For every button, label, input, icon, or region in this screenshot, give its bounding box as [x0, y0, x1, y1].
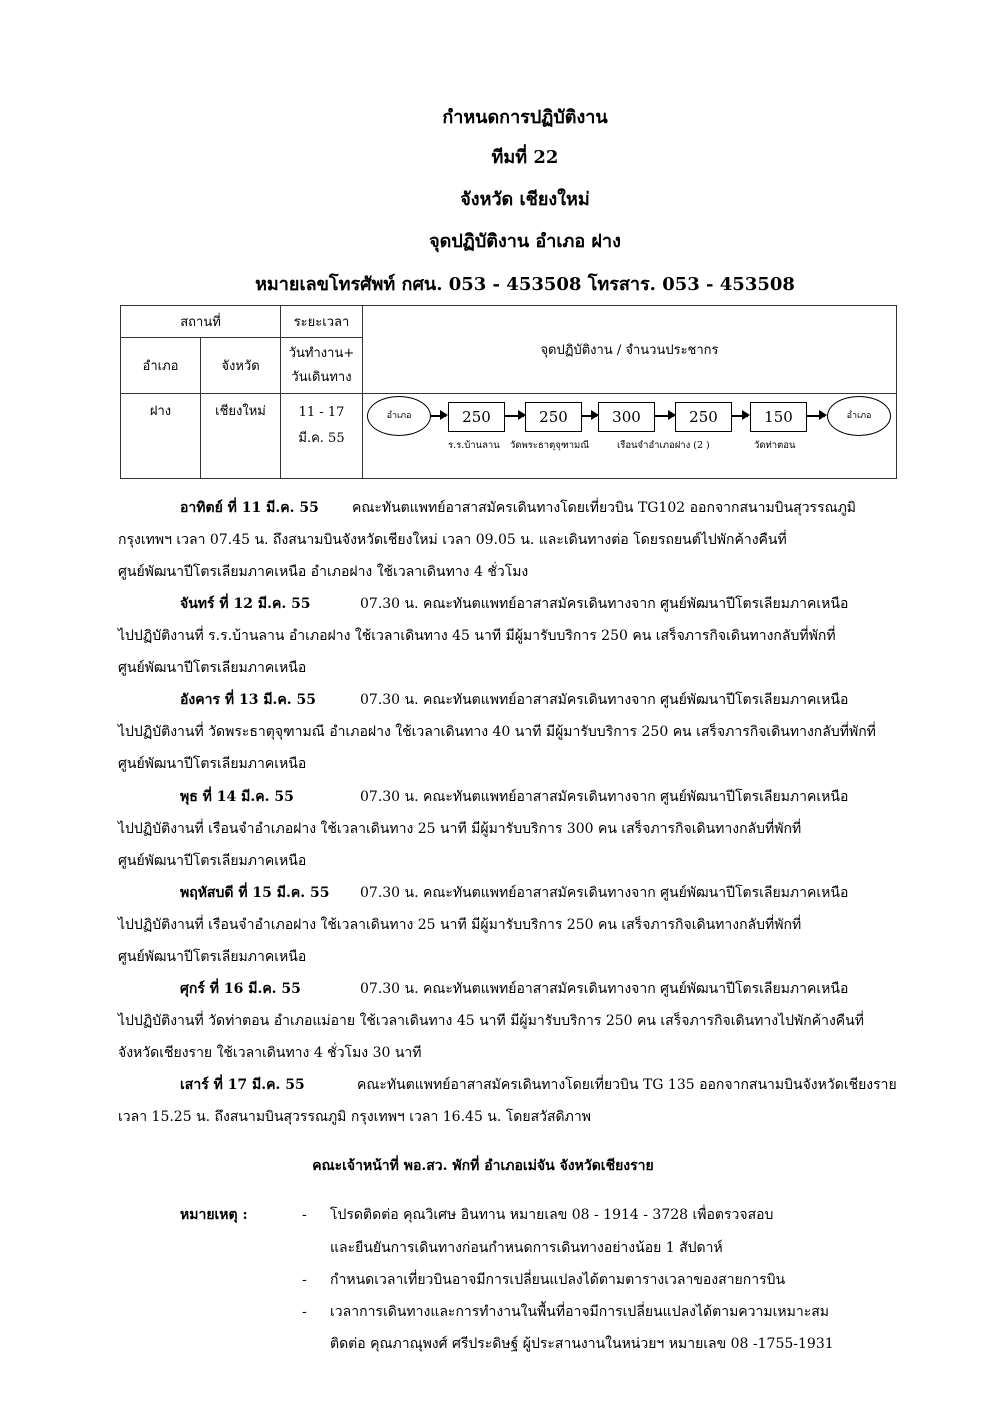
day-heading: จันทร์ ที่ 12 มี.ค. 55: [180, 596, 311, 612]
day-heading: พุธ ที่ 14 มี.ค. 55: [180, 789, 294, 805]
day-text-line: ศูนย์พัฒนาปีโตรเลียมภาคเหนือ: [118, 949, 307, 965]
province-cell: เชียงใหม่: [201, 394, 281, 479]
bullet: -: [302, 1272, 307, 1288]
site-heading: จุดปฏิบัติงาน อำเภอ ฝาง: [429, 231, 621, 252]
arrow-icon: [505, 415, 524, 417]
bullet: -: [302, 1207, 307, 1223]
province-header: จังหวัด: [201, 338, 281, 394]
days-header: วันทำงาน+ วันเดินทาง: [281, 338, 363, 394]
day-text-line: ศูนย์พัฒนาปีโตรเลียมภาคเหนือ: [118, 660, 307, 676]
day-text-line: 07.30 น. คณะทันตแพทย์อาสาสมัครเดินทางจาก ศูนย์พัฒนาปีโตรเลียมภาคเหนือ: [360, 981, 849, 997]
day-text-line: ศูนย์พัฒนาปีโตรเลียมภาคเหนือ อำเภอฝาง ใช้เวลาเดินทาง 4 ชั่วโมง: [118, 564, 529, 580]
end-node: อำเภอ: [827, 396, 891, 436]
district-header: อำเภอ: [121, 338, 201, 394]
team-number: ทีมที่ 22: [491, 147, 559, 168]
remark-line: ติดต่อ คุณภาณุพงศ์ ศรีประดิษฐ์ ผู้ประสานงานในหน่วยฯ หมายเลข 08 -1755-1931: [330, 1336, 834, 1352]
remark-line: โปรดติดต่อ คุณวิเศษ อินทาน หมายเลข 08 - 1914 - 3728 เพื่อตรวจสอบ: [330, 1207, 774, 1223]
dates-cell: 11 - 17 มี.ค. 55: [281, 394, 363, 479]
district-cell: ฝาง: [121, 394, 201, 479]
day-heading: อาทิตย์ ที่ 11 มี.ค. 55: [180, 500, 319, 516]
remark-line: และยืนยันการเดินทางก่อนกำหนดการเดินทางอย่างน้อย 1 สัปดาห์: [330, 1240, 723, 1256]
day-text-line: ศูนย์พัฒนาปีโตรเลียมภาคเหนือ: [118, 756, 307, 772]
place-header: สถานที่: [121, 306, 281, 338]
stop-label: เรือนจำอำเภอฝาง (2 ): [617, 440, 710, 451]
arrow-icon: [732, 415, 748, 417]
day-text-line: 07.30 น. คณะทันตแพทย์อาสาสมัครเดินทางจาก ศูนย์พัฒนาปีโตรเลียมภาคเหนือ: [360, 885, 849, 901]
arrow-icon: [430, 415, 446, 417]
stop-box: 300: [598, 402, 655, 432]
start-node: อำเภอ: [367, 396, 431, 436]
day-text-line: ไปปฏิบัติงานที่ ร.ร.บ้านลาน อำเภอฝาง ใช้เวลาเดินทาง 45 นาที มีผู้มารับบริการ 250 คน เสร็จภารกิจเดินทางกลับที่พักที่: [118, 628, 836, 644]
day-text-line: 07.30 น. คณะทันตแพทย์อาสาสมัครเดินทางจาก ศูนย์พัฒนาปีโตรเลียมภาคเหนือ: [360, 789, 849, 805]
day-heading: เสาร์ ที่ 17 มี.ค. 55: [180, 1077, 305, 1093]
doc-title: กำหนดการปฏิบัติงาน: [442, 107, 608, 128]
stop-label: วัดท่าตอน: [754, 440, 796, 451]
day-heading: พฤหัสบดี ที่ 15 มี.ค. 55: [180, 885, 330, 901]
day-text-line: กรุงเทพฯ เวลา 07.45 น. ถึงสนามบินจังหวัดเชียงใหม่ เวลา 09.05 น. และเดินทางต่อ โดยรถยนต์ไปพักค้างคืนที่: [118, 532, 787, 548]
stop-box: 150: [750, 402, 807, 432]
stop-label: ร.ร.บ้านลาน: [448, 440, 500, 451]
day-text-line: 07.30 น. คณะทันตแพทย์อาสาสมัครเดินทางจาก ศูนย์พัฒนาปีโตรเลียมภาคเหนือ: [360, 596, 849, 612]
arrow-icon: [807, 415, 825, 417]
day-text-line: ไปปฏิบัติงานที่ เรือนจำอำเภอฝาง ใช้เวลาเดินทาง 25 นาที มีผู้มารับบริการ 250 คน เสร็จภารกิจเดินทางกลับที่พักที่: [118, 917, 802, 933]
stop-box: 250: [448, 402, 505, 432]
day-text-line: ไปปฏิบัติงานที่ เรือนจำอำเภอฝาง ใช้เวลาเดินทาง 25 นาที มีผู้มารับบริการ 300 คน เสร็จภารกิจเดินทางกลับที่พักที่: [118, 821, 802, 837]
day-text-line: คณะทันตแพทย์อาสาสมัครเดินทางโดยเที่ยวบิน TG 135 ออกจากสนามบินจังหวัดเชียงราย: [357, 1077, 897, 1093]
stop-box: 250: [675, 402, 732, 432]
staff-note: คณะเจ้าหน้าที่ พอ.สว. พักที่ อำเภอเม่จัน จังหวัดเชียงราย: [312, 1158, 654, 1174]
day-text-line: เวลา 15.25 น. ถึงสนามบินสุวรรณภูมิ กรุงเทพฯ เวลา 16.45 น. โดยสวัสดิภาพ: [118, 1109, 591, 1125]
remark-line: กำหนดเวลาเที่ยวบินอาจมีการเปลี่ยนแปลงได้ตามตารางเวลาของสายการบิน: [330, 1272, 786, 1288]
day-text-line: ไปปฏิบัติงานที่ วัดพระธาตุจุฑามณี อำเภอฝาง ใช้เวลาเดินทาง 40 นาที มีผู้มารับบริการ 250 คน เสร็จภารกิจเดินทางกลับที่พักที่: [118, 724, 876, 740]
day-heading: ศุกร์ ที่ 16 มี.ค. 55: [180, 981, 301, 997]
route-diagram: [362, 393, 896, 478]
stop-box: 250: [525, 402, 582, 432]
remark-line: เวลาการเดินทางและการทำงานในพื้นที่อาจมีการเปลี่ยนแปลงได้ตามความเหมาะสม: [330, 1304, 830, 1320]
day-text-line: คณะทันตแพทย์อาสาสมัครเดินทางโดยเที่ยวบิน TG102 ออกจากสนามบินสุวรรณภูมิ: [352, 500, 857, 516]
stop-label: วัดพระธาตุจุฑามณี: [510, 440, 590, 451]
points-header: จุดปฏิบัติงาน / จำนวนประชากร: [363, 306, 897, 394]
day-text-line: 07.30 น. คณะทันตแพทย์อาสาสมัครเดินทางจาก ศูนย์พัฒนาปีโตรเลียมภาคเหนือ: [360, 692, 849, 708]
day-text-line: จังหวัดเชียงราย ใช้เวลาเดินทาง 4 ชั่วโมง 30 นาที: [118, 1045, 422, 1061]
day-heading: อังคาร ที่ 13 มี.ค. 55: [180, 692, 317, 708]
day-text-line: ศูนย์พัฒนาปีโตรเลียมภาคเหนือ: [118, 853, 307, 869]
arrow-icon: [655, 415, 674, 417]
remarks-label: หมายเหตุ :: [180, 1207, 248, 1223]
arrow-icon: [582, 415, 597, 417]
phone-heading: หมายเลขโทรศัพท์ กศน. 053 - 453508 โทรสาร. 053 - 453508: [255, 274, 795, 295]
bullet: -: [302, 1304, 307, 1320]
day-text-line: ไปปฏิบัติงานที่ วัดท่าตอน อำเภอแม่อาย ใช้เวลาเดินทาง 45 นาที มีผู้มารับบริการ 250 คน เสร็จภารกิจเดินทางไปพักค้างคืนที่: [118, 1013, 864, 1029]
province-heading: จังหวัด เชียงใหม่: [460, 189, 590, 210]
period-header: ระยะเวลา: [281, 306, 363, 338]
